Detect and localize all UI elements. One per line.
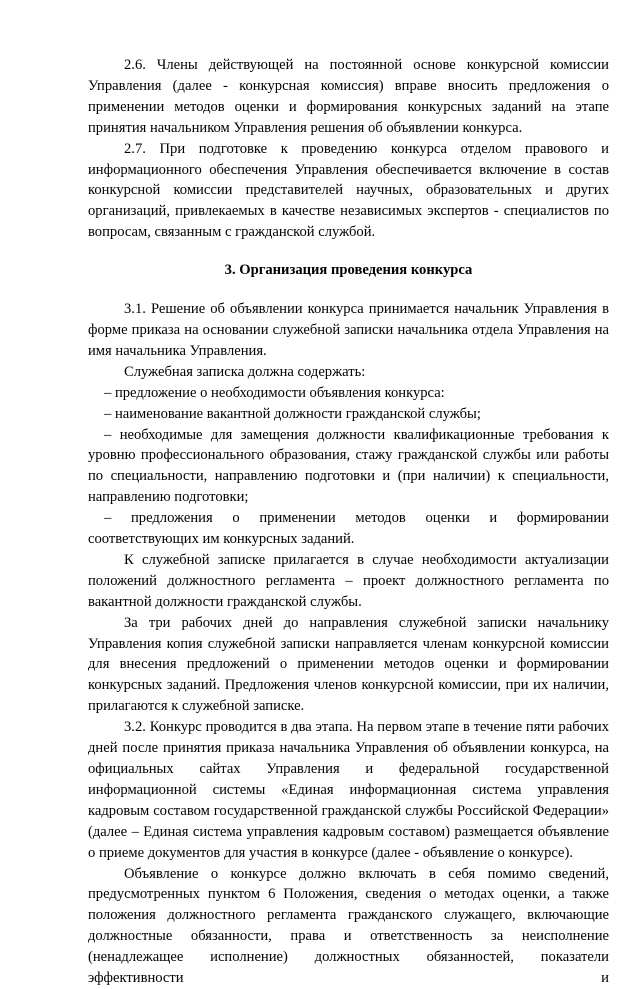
paragraph-3-1: 3.1. Решение об объявлении конкурса принимается начальник Управления в форме приказа на основании служебной записки начальника отдела Управления на имя начальника Управления.: [88, 301, 609, 359]
paragraph-2-7: 2.7. При подготовке к проведению конкурса отделом правового и информационного обеспечения Управления обеспечивается включение в состав конкурсной комиссии представителей научных, образовательных и других организаций, привлекаемых в качестве независимых экспертов - специалистов по вопросам, связанным с гражданской службой.: [88, 140, 609, 241]
paragraph-3-2: 3.2. Конкурс проводится в два этапа. На первом этапе в течение пяти рабочих дней после принятия приказа начальника Управления об объявлении конкурса, на официальных сайтах Управления и федеральной государственной информационной системы «Единая информационная система управления кадровым составом государственной гражданской службы Российской Федерации» (далее – Единая система управления кадровым составом) размещается объявление о приеме документов для участия в конкурсе (далее - объявление о конкурсе).: [88, 719, 609, 861]
paragraph-attachment: К служебной записке прилагается в случае необходимости актуализации положений должностного регламента – проект должностного регламента по вакантной должности гражданской службы.: [88, 551, 609, 610]
list-item: – предложение о необходимости объявления конкурса:: [104, 384, 445, 401]
list-item: – необходимые для замещения должности квалификационные требования к уровню профессионального образования, стажу гражданской службы или работы по специальности, направлению подготовки и (при наличии) к специальности, направлению подготовки;: [88, 426, 609, 506]
paragraph-2-6: 2.6. Члены действующей на постоянной основе конкурсной комиссии Управления (далее - конкурсная комиссия) вправе вносить предложения о применении методов оценки и формирования конкурсных заданий на этапе принятия начальником Управления решения об объявлении конкурса.: [88, 57, 609, 136]
paragraph-three-days: За три рабочих дней до направления служебной записки начальнику Управления копия служебной записки направляется членам конкурсной комиссии для внесения предложений о применении методов оценки и формировании конкурсных заданий. Предложения членов конкурсной комиссии, при их наличии, прилагаются к служебной записке.: [88, 614, 609, 715]
memo-intro: Служебная записка должна содержать:: [124, 363, 366, 380]
paragraph-announcement: Объявление о конкурсе должно включать в себя помимо сведений, предусмотренных пунктом 6 Положения, сведения о методах оценки, а также положения должностного регламента гражданского служащего, включающие должностные обязанности, права и ответственность за неисполнение (ненадлежащее исполнение) должностных обязанностей, показатели эффективности и: [88, 865, 609, 987]
section-heading: 3. Организация проведения конкурса: [224, 262, 473, 279]
list-item: – наименование вакантной должности гражданской службы;: [104, 405, 481, 422]
list-item: – предложения о применении методов оценки и формировании соответствующих им конкурсных заданий.: [88, 510, 609, 548]
document-page: [88, 55, 609, 989]
